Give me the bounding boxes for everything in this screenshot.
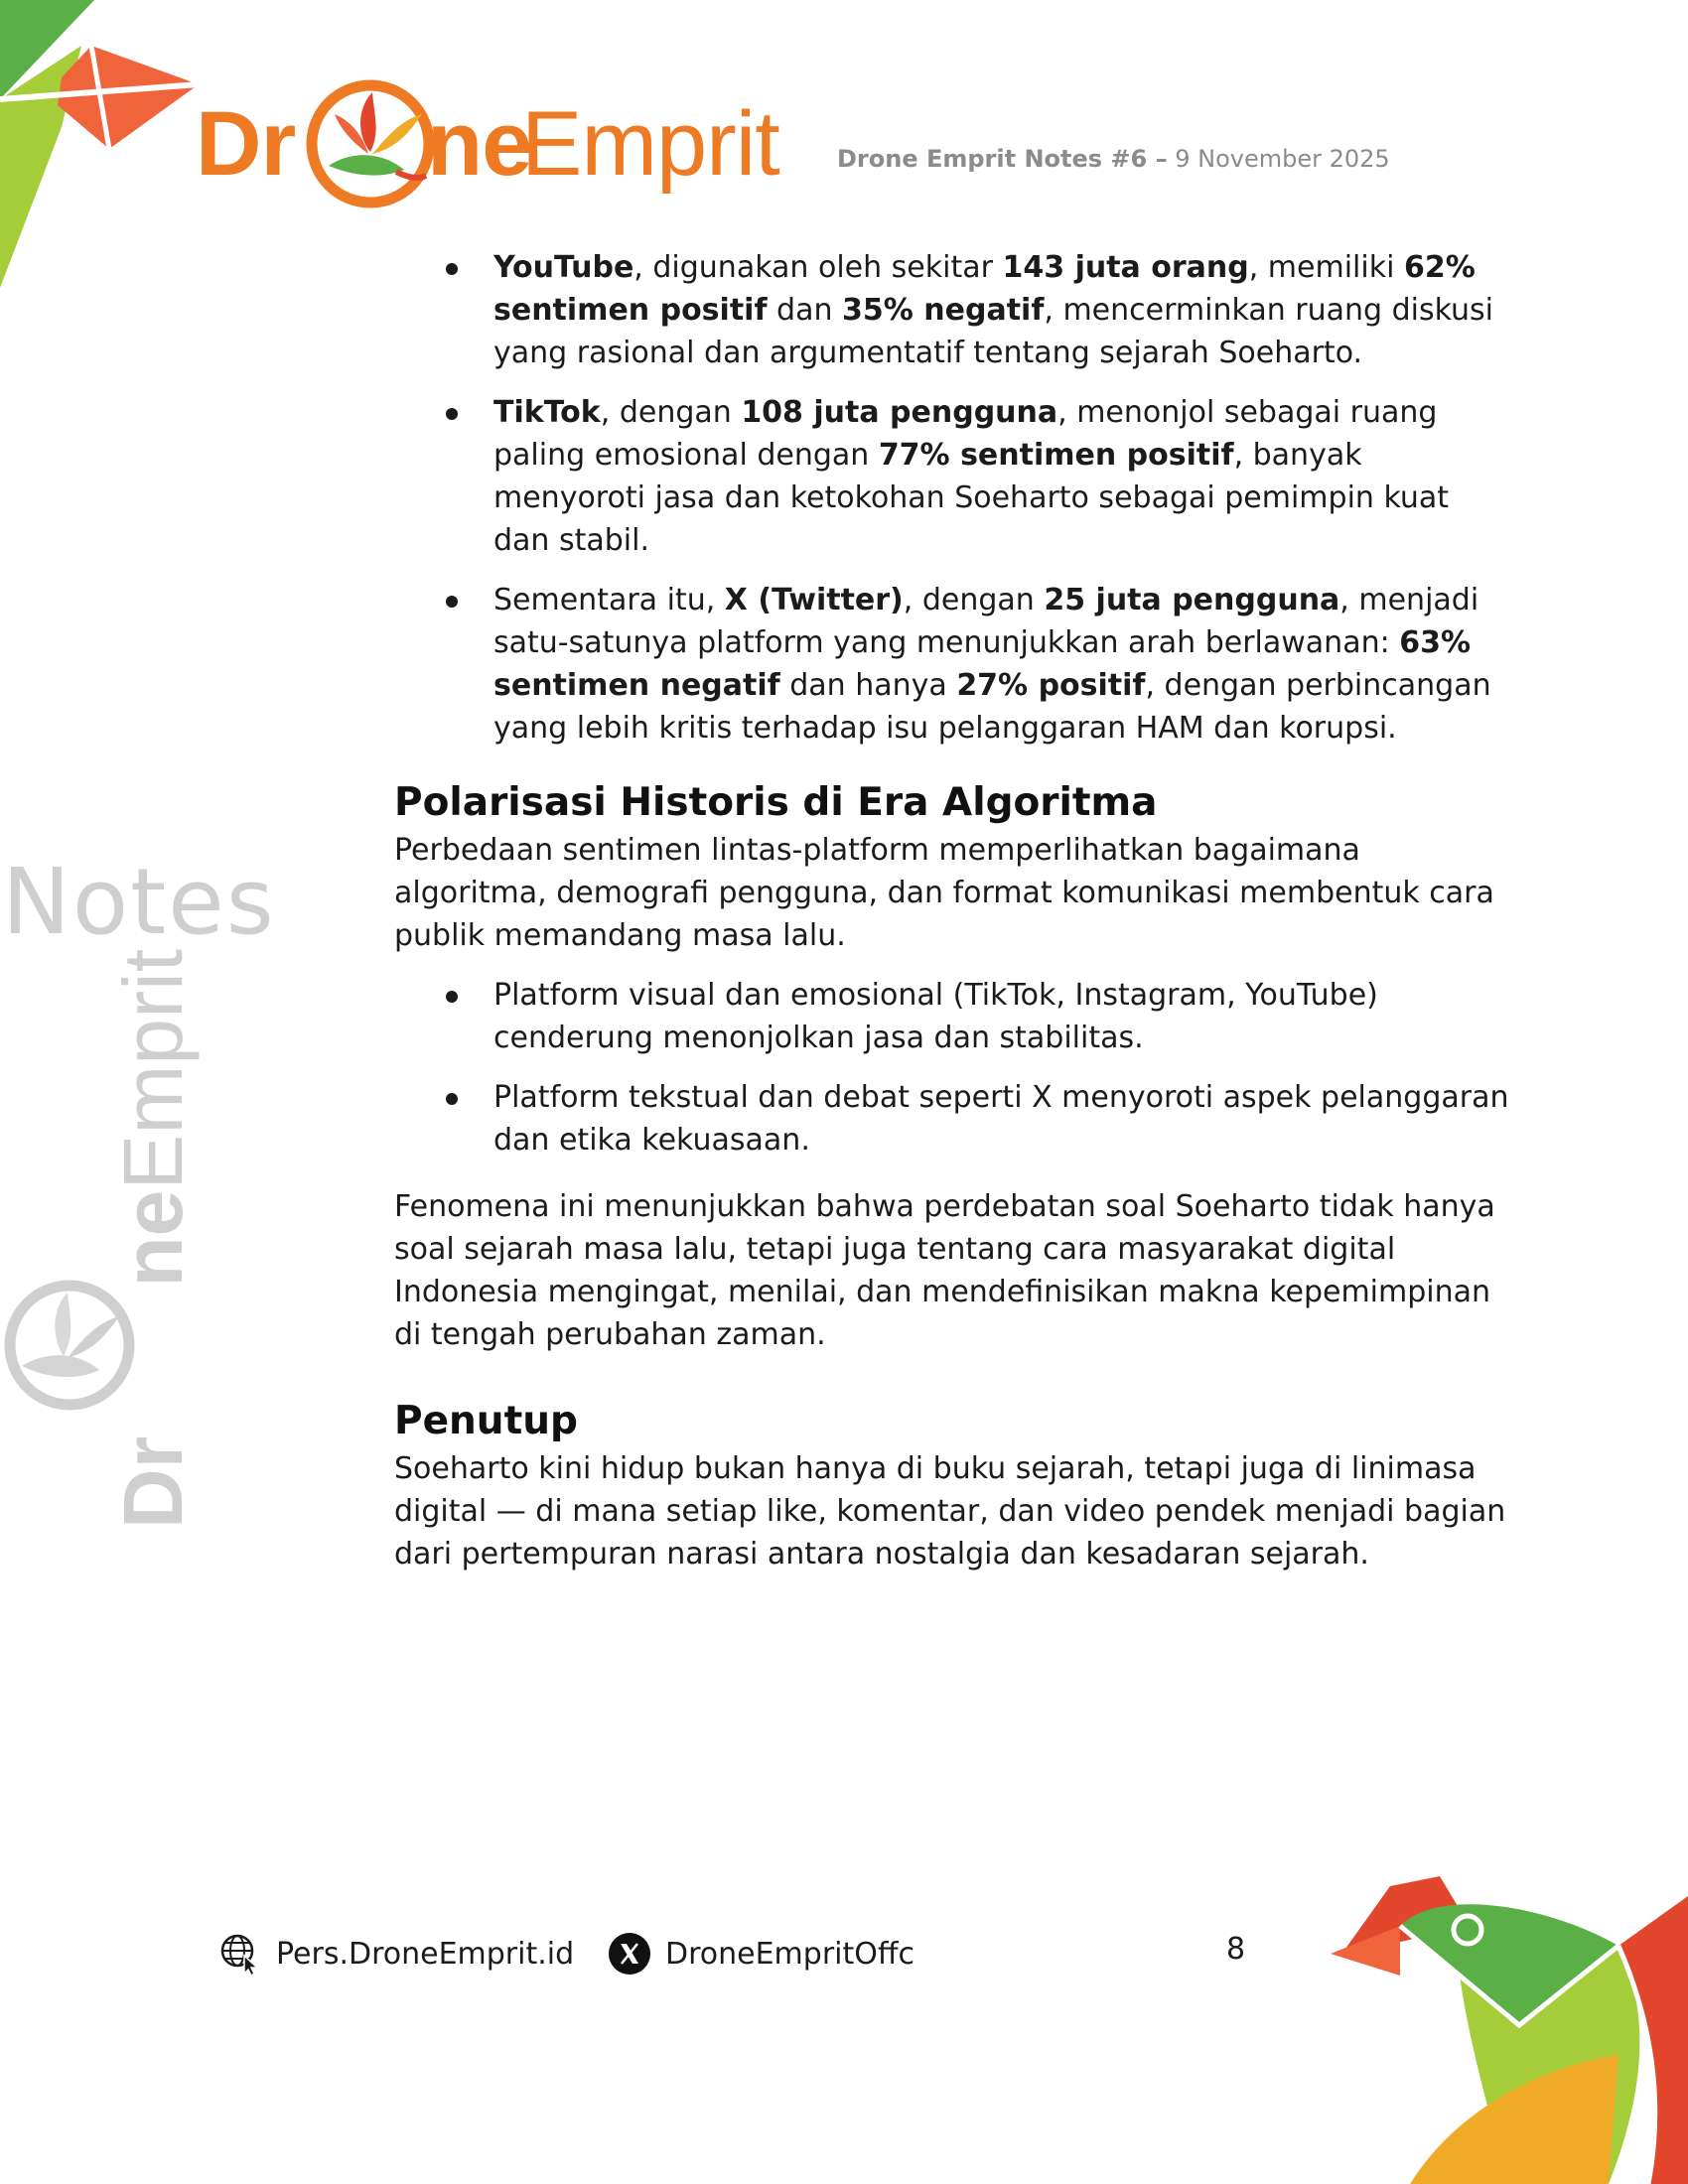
bullet-x-twitter: Sementara itu, X (Twitter), dengan 25 juta pengguna, menjadi satu-satunya platform yang menunjukkan arah berlawanan: 63% sentimen negatif dan hanya 27% positif, dengan perbincangan yang lebih kritis terhadap isu pelanggaran HAM dan korupsi. bbox=[394, 579, 1511, 750]
notes-issue-title: Drone Emprit Notes #6 – bbox=[837, 145, 1168, 173]
polarisasi-closing: Fenomena ini menunjukkan bahwa perdebatan soal Soeharto tidak hanya soal sejarah masa lalu, tetapi juga tentang cara masyarakat digital Indonesia mengingat, menilai, dan mendefinisikan makna kepemimpinan di tengah perubahan zaman. bbox=[394, 1189, 1495, 1352]
bullet-youtube: YouTube, digunakan oleh sekitar 143 juta orang, memiliki 62% sentimen positif dan 35% negatif, mencerminkan ruang diskusi yang rasional dan argumentatif tentang sejarah Soeharto. bbox=[394, 246, 1511, 374]
watermark-notes: Notes bbox=[2, 849, 276, 955]
footer-website[interactable] bbox=[218, 1932, 574, 1976]
corner-decoration-top-left bbox=[0, 0, 209, 298]
watermark-brand-emprit: Emprit bbox=[106, 948, 200, 1190]
logo-text-emprit: Emprit bbox=[521, 93, 779, 195]
header-note bbox=[837, 145, 1390, 173]
platform-bullets bbox=[394, 246, 1511, 750]
bullet-tiktok: TikTok, dengan 108 juta pengguna, menonjol sebagai ruang paling emosional dengan 77% sentimen positif, banyak menyoroti jasa dan ketokohan Soeharto sebagai pemimpin kuat dan stabil. bbox=[394, 391, 1511, 562]
footer-x-account[interactable] bbox=[608, 1932, 914, 1976]
x-logo-icon bbox=[608, 1932, 651, 1976]
notes-date: 9 November 2025 bbox=[1175, 145, 1390, 173]
bird-logo-icon bbox=[301, 74, 440, 213]
bullet-platform-visual: Platform visual dan emosional (TikTok, Instagram, YouTube) cenderung menonjolkan jasa dan stabilitas. bbox=[394, 974, 1511, 1059]
logo-text-ne: ne bbox=[427, 93, 532, 195]
watermark-brand-ne: ne bbox=[106, 1189, 200, 1288]
watermark-bird-icon bbox=[0, 1271, 139, 1420]
drone-emprit-logo bbox=[194, 71, 779, 220]
section-title-polarisasi: Polarisasi Historis di Era Algoritma bbox=[394, 780, 1158, 825]
watermark-brand bbox=[106, 948, 200, 1529]
watermark-brand-dr: Dr bbox=[106, 1435, 200, 1529]
logo-text-dr: Dr bbox=[196, 93, 296, 195]
penutup-text: Soeharto kini hidup bukan hanya di buku sejarah, tetapi juga di linimasa digital — di mana setiap like, komentar, dan video pendek menjadi bagian dari pertempuran narasi antara nostalgia dan kesadaran sejarah. bbox=[394, 1451, 1506, 1571]
globe-icon bbox=[218, 1932, 262, 1976]
polarisasi-intro: Perbedaan sentimen lintas-platform memperlihatkan bagaimana algoritma, demografi pengguna, dan format komunikasi membentuk cara publik memandang masa lalu. bbox=[394, 833, 1494, 953]
polarisasi-bullets bbox=[394, 974, 1511, 1161]
section-title-penutup: Penutup bbox=[394, 1399, 578, 1443]
corner-bird-decoration bbox=[1321, 1866, 1688, 2184]
bullet-platform-tekstual: Platform tekstual dan debat seperti X menyoroti aspek pelanggaran dan etika kekuasaan. bbox=[394, 1076, 1511, 1161]
x-handle-link[interactable]: DroneEmpritOffc bbox=[665, 1936, 915, 1972]
main-content bbox=[394, 246, 1511, 1575]
website-link[interactable]: Pers.DroneEmprit.id bbox=[276, 1936, 575, 1972]
page-number: 8 bbox=[1226, 1932, 1246, 1967]
